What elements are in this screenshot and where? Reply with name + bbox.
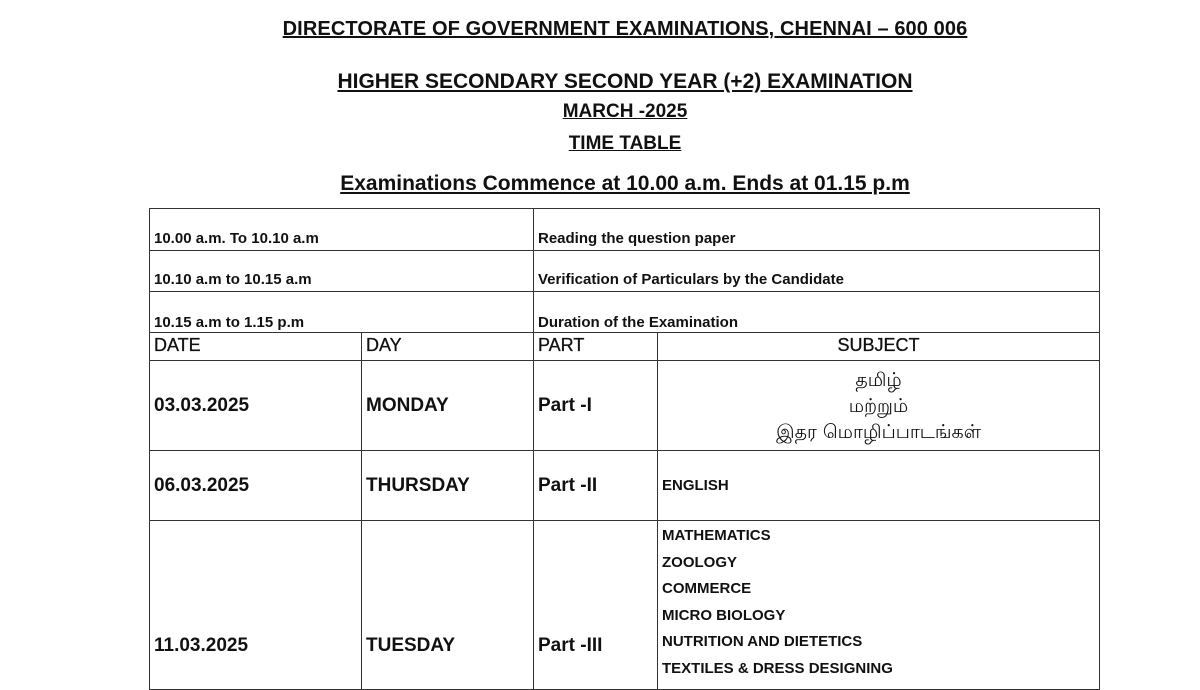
- column-header-subject: SUBJECT: [657, 332, 1100, 361]
- row-day: THURSDAY: [361, 450, 534, 521]
- column-header-part: PART: [533, 332, 658, 361]
- subject-item: TEXTILES & DRESS DESIGNING: [662, 659, 893, 677]
- month-heading: MARCH -2025: [562, 101, 688, 122]
- row-part: Part -I: [533, 360, 658, 451]
- subject-item: COMMERCE: [662, 580, 752, 597]
- subject-item: ZOOLOGY: [662, 553, 737, 571]
- subject-item: MATHEMATICS: [662, 527, 771, 544]
- doc-title: TIME TABLE: [568, 133, 682, 154]
- subject-item: தமிழ்: [855, 369, 902, 391]
- row-date: 06.03.2025: [149, 450, 362, 521]
- subject-item: இதர மொழிப்பாடங்கள்: [776, 421, 981, 443]
- subject-item: மற்றும்: [848, 395, 909, 417]
- row-subjects: [657, 520, 1100, 690]
- timing-heading: Examinations Commence at 10.00 a.m. Ends at 01.15 p.m: [340, 172, 910, 195]
- column-header-day: DAY: [361, 332, 534, 361]
- subject-item: MICRO BIOLOGY: [662, 606, 786, 624]
- row-part: Part -III: [533, 520, 658, 690]
- exam-heading: HIGHER SECONDARY SECOND YEAR (+2) EXAMINATION: [337, 70, 913, 93]
- subject-item: NUTRITION AND DIETETICS: [662, 633, 863, 650]
- schedule-time: 10.00 a.m. To 10.10 a.m: [149, 208, 534, 251]
- row-date: 03.03.2025: [149, 360, 362, 451]
- row-subjects: [657, 360, 1100, 451]
- schedule-activity: Reading the question paper: [533, 208, 1100, 251]
- subject-item: ENGLISH: [662, 477, 729, 494]
- row-date: 11.03.2025: [149, 520, 362, 690]
- row-part: Part -II: [533, 450, 658, 521]
- schedule-time: 10.10 a.m to 10.15 a.m: [149, 250, 534, 292]
- schedule-activity: Verification of Particulars by the Candidate: [533, 250, 1100, 292]
- schedule-time: 10.15 a.m to 1.15 p.m: [149, 291, 534, 333]
- row-subjects: [657, 450, 1100, 521]
- row-day: MONDAY: [361, 360, 534, 451]
- row-day: TUESDAY: [361, 520, 534, 690]
- column-header-date: DATE: [149, 332, 362, 361]
- org-heading: DIRECTORATE OF GOVERNMENT EXAMINATIONS, CHENNAI – 600 006: [282, 18, 968, 40]
- schedule-activity: Duration of the Examination: [533, 291, 1100, 333]
